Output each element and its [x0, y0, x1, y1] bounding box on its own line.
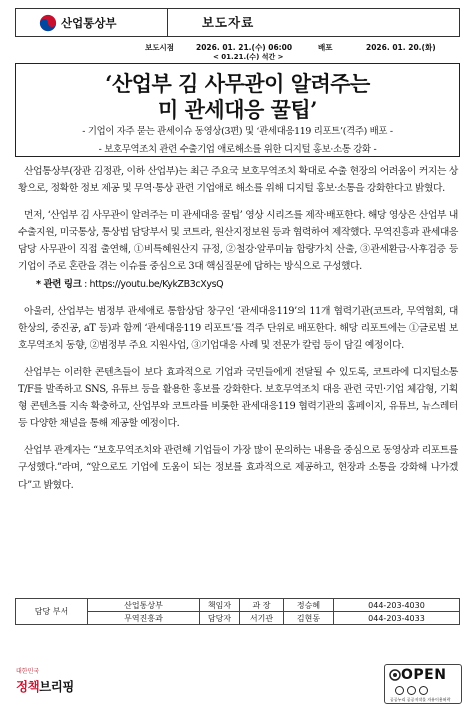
embargo-label: 보도시점 [145, 43, 174, 52]
open-caption: 공공누리 공공저작물 자유이용허락 [390, 697, 451, 702]
taegeuk-emblem-icon [39, 14, 57, 32]
name-1: 정승혜 [284, 599, 334, 612]
kogl-open-badge [384, 664, 462, 704]
title-1: 과 장 [240, 599, 284, 612]
paragraph-3: 아울러, 산업부는 범정부 관세애로 통합상담 창구인 ‘관세대응119’의 11개 협력기관(코트라, 무역협회, 대한상의, 중진공, aT 등)과 함께 ‘관세대응119 리포트’를 격주 단위로 배포한다. 해당 리포트에는 ①글로벌 보호무역조치 동향, ②범정부 주요 지원사업, ③기업대응 사례 및 전문가 칼럼 등이 담길 예정이다. [18, 305, 458, 351]
article-body [18, 163, 458, 504]
related-link [36, 276, 458, 293]
distribution-label: 배포 [318, 43, 333, 52]
dept-line-1: 산업통상부 [88, 599, 200, 612]
title-line-1: ‘산업부 김 사무관이 알려주는 [105, 71, 370, 96]
ministry-logo [16, 9, 168, 36]
brand-big-2: 브리핑 [39, 679, 74, 694]
paragraph-2: 먼저, ‘산업부 김 사무관이 알려주는 미 관세대응 꿀팁’ 영상 시리즈를 제작·배포한다. 해당 영상은 산업부 내 수출지원, 미국통상, 통상법 담당부서 및 코트라, 원산지정보원 등과 협력하여 제작했다. 무역진흥과 관세대응 담당 사무관이 직접 출연해, ①비특혜원산지 규정, ②철강·알루미늄 함량가치 산출, ③관세환급·사후검증 등 기업이 주로 혼란을 겪는 이슈를 중심으로 3대 핵심질문에 답하는 방식으로 구성했다. [18, 210, 458, 273]
license-icons [395, 686, 428, 695]
role-2: 담당자 [200, 612, 240, 625]
paragraph-5: 산업부 관계자는 “보호무역조치와 관련해 기업들이 가장 많이 문의하는 내용을 중심으로 동영상과 리포트를 구성했다.”라며, “앞으로도 기업에 도움이 되는 정보를 효과적으로 제공하고, 현장과 소통을 강화해 나가겠다”고 밝혔다. [18, 445, 458, 491]
attribution-icon [395, 686, 404, 695]
name-2: 김현동 [284, 612, 334, 625]
title-box [15, 63, 460, 157]
title-line-2: 미 관세대응 꿀팁’ [158, 97, 317, 122]
brand-big [16, 677, 74, 695]
phone-2: 044-203-4033 [334, 612, 460, 625]
title-2: 서기관 [240, 612, 284, 625]
open-license-icon [389, 669, 401, 681]
role-1: 책임자 [200, 599, 240, 612]
paragraph-1: 산업통상부(장관 김정관, 이하 산업부)는 최근 주요국 보호무역조치 확대로 수출 현장의 어려움이 커지는 상황으로, 정확한 정보 제공 및 무역·통상 관련 기업애로 해소를 위해 디지털 홍보·소통을 강화한다고 밝혔다. [18, 166, 458, 195]
policy-briefing-logo [14, 664, 76, 708]
subtitle-2: - 보호무역조치 관련 수출기업 애로해소를 위한 디지털 홍보·소통 강화 - [98, 144, 377, 155]
contact-table [15, 598, 460, 625]
open-text: OPEN [401, 667, 447, 683]
header-box [15, 8, 460, 37]
no-derivatives-icon [419, 686, 428, 695]
ministry-name: 산업통상부 [61, 16, 117, 30]
document-type: 보도자료 [201, 15, 255, 30]
dept-line-2: 무역진흥과 [88, 612, 200, 625]
related-link-url[interactable]: : https://youtu.be/KykZB3cXysQ [84, 278, 224, 290]
noncommercial-icon [407, 686, 416, 695]
embargo-date: 2026. 01. 21.(수) 06:00 [196, 43, 293, 52]
subtitle-1: - 기업이 자주 묻는 관세이슈 동영상(3편) 및 ‘관세대응119 리포트’(격주) 배포 - [82, 126, 393, 137]
distribution-date: 2026. 01. 20.(화) [366, 43, 436, 52]
brand-small: 대한민국 [16, 668, 40, 675]
embargo-sub: < 01.21.(수) 석간 > [213, 53, 284, 61]
paragraph-4: 산업부는 이러한 콘텐츠들이 보다 효과적으로 기업과 국민들에게 전달될 수 있도록, 코트라에 디지털소통 T/F를 발족하고 SNS, 유튜브 등을 활용한 홍보를 강화한다. 보호무역조치 대응 관련 국민·기업 체감형, 기획형 콘텐츠를 지속 확충하고, 산업부와 코트라를 비롯한 관세대응119 협력기관의 홈페이지, 유튜브, 뉴스레터 등 다양한 채널을 통해 제공할 예정이다. [18, 366, 458, 430]
dept-label: 담당 부서 [16, 599, 88, 625]
phone-1: 044-203-4030 [334, 599, 460, 612]
brand-big-1: 정책 [16, 679, 40, 694]
related-link-label: * 관련 링크 [36, 278, 82, 290]
